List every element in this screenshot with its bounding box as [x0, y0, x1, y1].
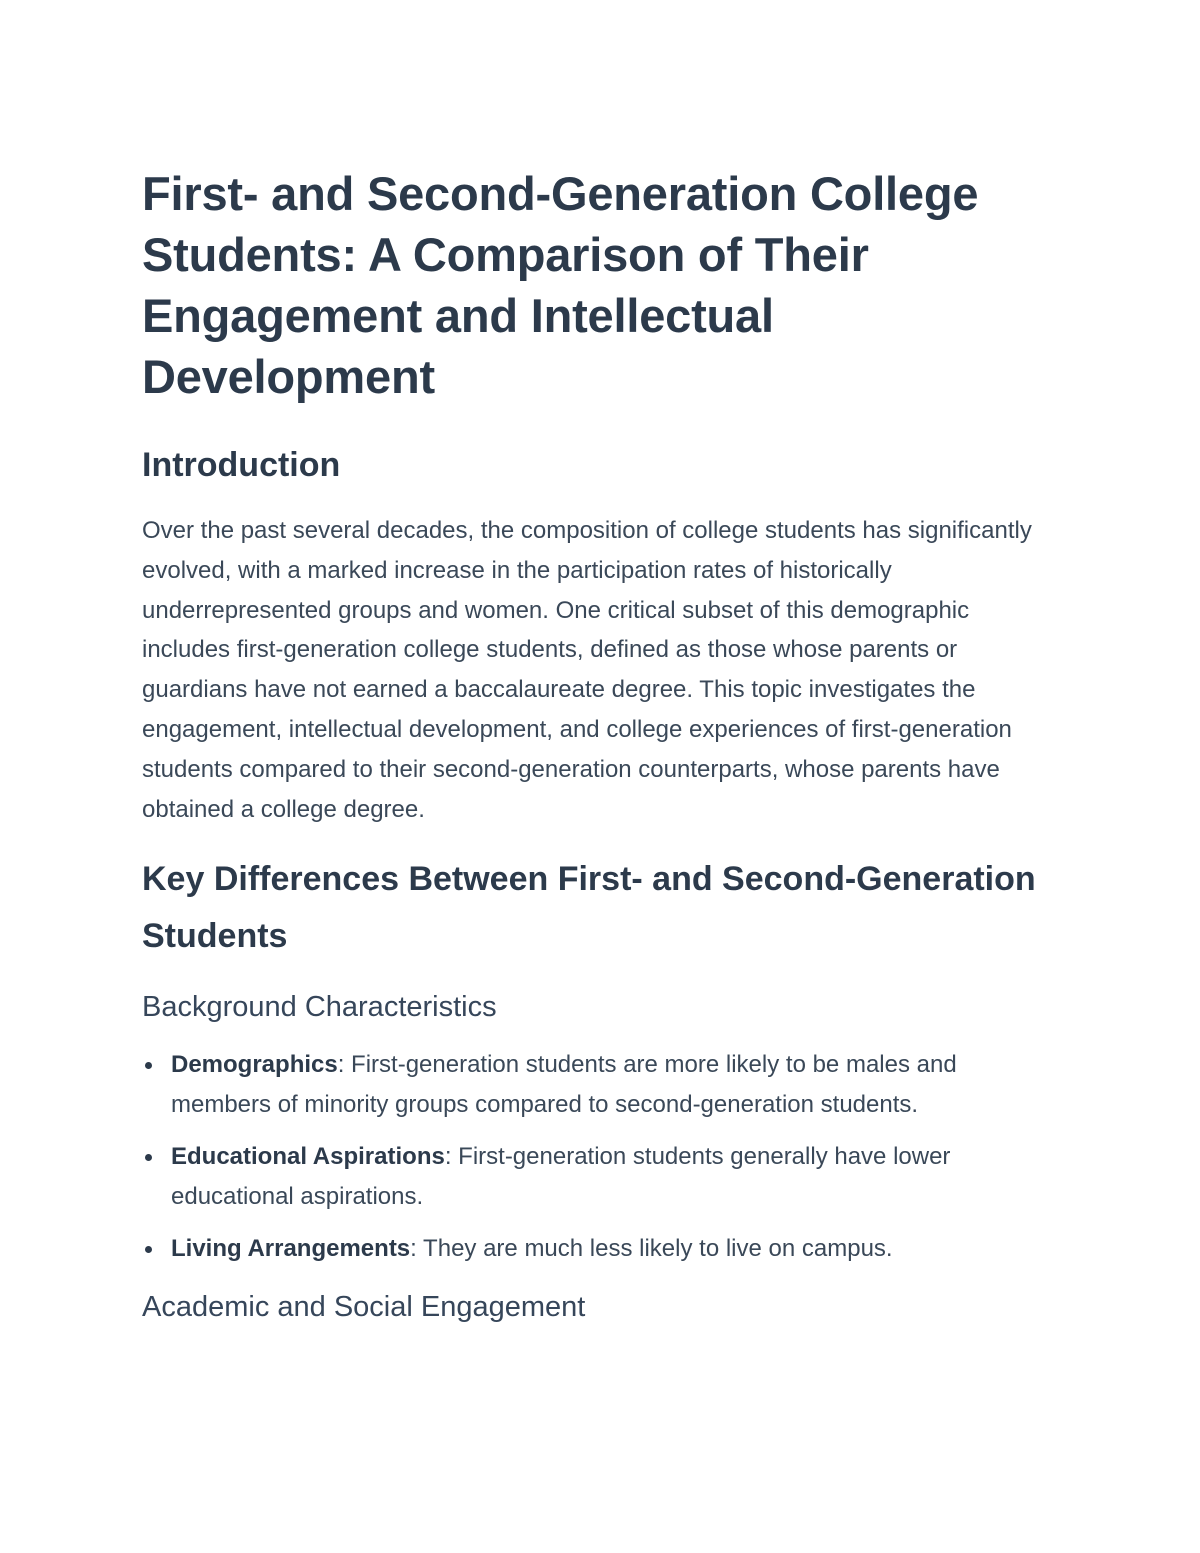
list-item-term: Living Arrangements [171, 1235, 411, 1263]
background-characteristics-heading: Background Characteristics [142, 991, 497, 1024]
bullet-icon [145, 1246, 152, 1253]
list-item-term: Educational Aspirations [171, 1143, 445, 1171]
list-item-demographics [142, 1045, 1050, 1125]
background-characteristics-list [142, 1045, 1050, 1269]
list-item-text: : First-generation students are more likely to be males and members of minority groups compared to second-generation students. [171, 1051, 957, 1119]
key-differences-heading: Key Differences Between First- and Second-Generation Students [142, 860, 1036, 956]
list-item-term: Demographics [171, 1051, 338, 1079]
academic-social-engagement-heading: Academic and Social Engagement [142, 1291, 586, 1324]
bullet-icon [145, 1062, 152, 1069]
list-item-living-arrangements [142, 1229, 1050, 1269]
list-item-educational-aspirations [142, 1137, 1050, 1217]
document-title: First- and Second-Generation College Students: A Comparison of Their Engagement and Intellectual Development [142, 167, 979, 403]
introduction-paragraph: Over the past several decades, the composition of college students has significantly evolved, with a marked increase in the participation rates of historically underrepresented groups and women. One critical subset of this demographic includes first-generation college students, defined as those whose parents or guardians have not earned a baccalaureate degree. This topic investigates the engagement, intellectual development, and college experiences of first-generation students compared to their second-generation counterparts, whose parents have obtained a college degree. [142, 517, 1032, 823]
list-item-text: : First-generation students generally have lower educational aspirations. [171, 1143, 951, 1211]
list-item-text: : They are much less likely to live on campus. [410, 1235, 893, 1263]
bullet-icon [145, 1154, 152, 1161]
introduction-heading: Introduction [142, 446, 341, 484]
